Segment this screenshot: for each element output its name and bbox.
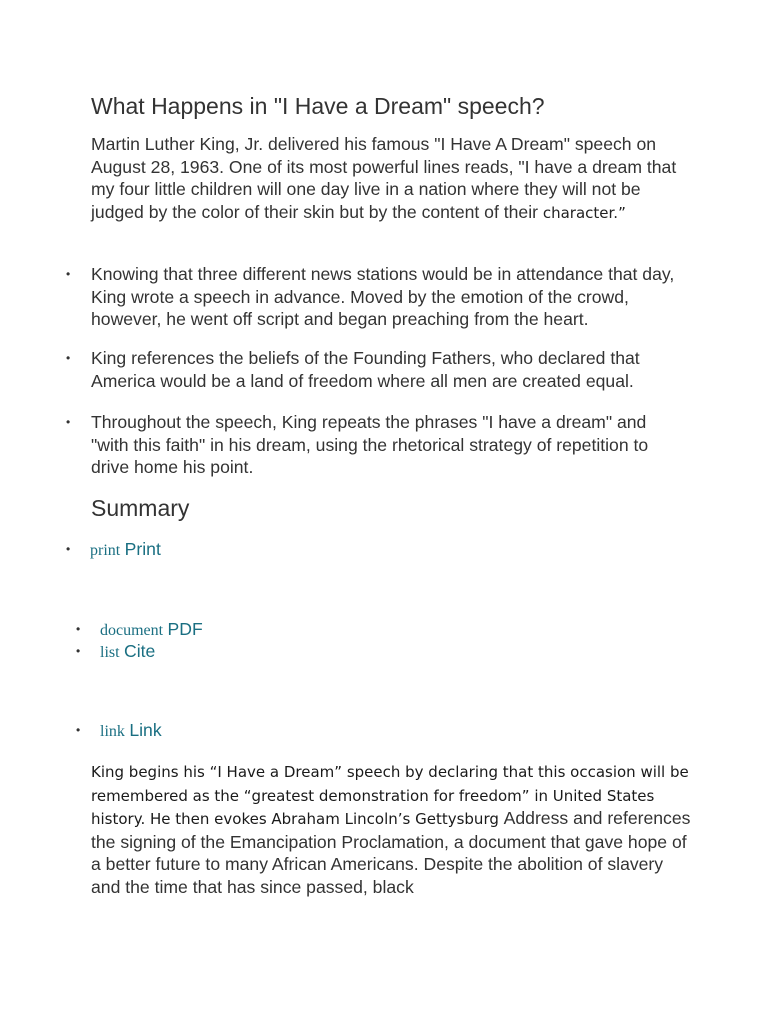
bullet-marker: • bbox=[76, 723, 81, 737]
cite-link-label[interactable]: Cite bbox=[124, 641, 156, 661]
bullet-item-news-stations: Knowing that three different news stations would be in attendance that day, King wrote a speech in advance. Moved by the emotion of the crowd, however, he went off script and began preaching from the heart. bbox=[91, 264, 675, 329]
print-icon: print bbox=[90, 542, 121, 559]
intro-paragraph bbox=[91, 133, 681, 224]
list-icon: list bbox=[100, 644, 120, 661]
bullet-marker: • bbox=[66, 267, 71, 281]
summary-paragraph bbox=[91, 760, 691, 898]
bullet-item-founding-fathers: King references the beliefs of the Founding Fathers, who declared that America would be a land of freedom where all men are created equal. bbox=[91, 348, 640, 391]
summary-heading: Summary bbox=[91, 495, 190, 521]
bullet-marker: • bbox=[66, 351, 71, 365]
print-link-label[interactable]: Print bbox=[124, 539, 161, 559]
bullet-marker: • bbox=[66, 415, 71, 429]
summary-rest-text: Address and references the signing of the Emancipation Proclamation, a document that gave hope of a better future to many African Americans. Despite the abolition of slavery and the time that has since passed, black bbox=[91, 808, 691, 897]
summary-lead-text: King begins his “I Have a Dream” speech by declaring that this occasion will be remembered as the “greatest demonstration for freedom” in United States history. He then evokes Abraham Lincoln’s Gettysburg bbox=[91, 763, 689, 828]
page-title: What Happens in "I Have a Dream" speech? bbox=[91, 93, 545, 119]
bullet-marker: • bbox=[66, 542, 71, 556]
document-icon: document bbox=[100, 622, 164, 639]
intro-text: Martin Luther King, Jr. delivered his famous "I Have A Dream" speech on August 28, 1963. One of its most powerful lines reads, "I have a dream that my four little children will one day live in a nation where they will not be judged by the color of their skin but by the content of their bbox=[91, 134, 677, 222]
pdf-link-label[interactable]: PDF bbox=[167, 619, 203, 639]
link-link-label[interactable]: Link bbox=[129, 720, 162, 740]
bullet-marker: • bbox=[76, 644, 81, 658]
bullet-marker: • bbox=[76, 622, 81, 636]
intro-tail: character.” bbox=[542, 203, 626, 222]
bullet-item-repetition: Throughout the speech, King repeats the phrases "I have a dream" and "with this faith" in his dream, using the rhetorical strategy of repetition to drive home his point. bbox=[91, 412, 649, 477]
link-icon: link bbox=[100, 723, 125, 740]
